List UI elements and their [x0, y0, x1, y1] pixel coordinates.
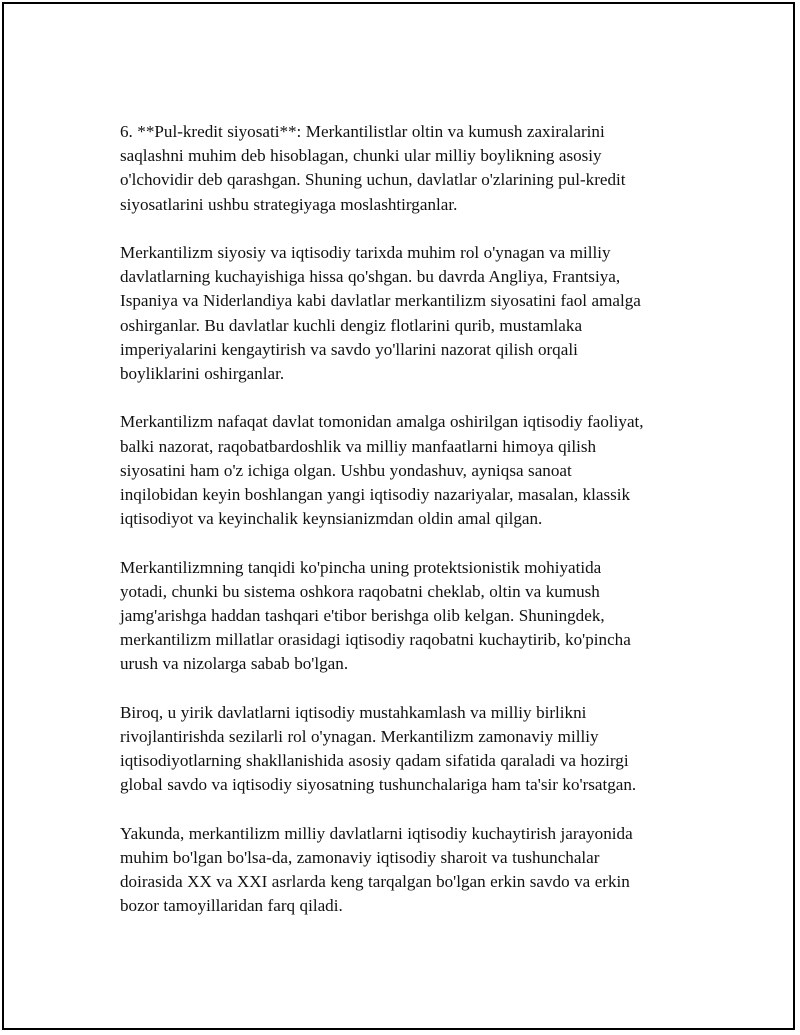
- document-body: [120, 120, 710, 943]
- paragraph-yakunda: Yakunda, merkantilizm milliy davlatlarni iqtisodiy kuchaytirish jarayonida muhim bo'lgan bo'lsa-da, zamonaviy iqtisodiy sharoit va tushunchalar doirasida XX va XXI asrlarda keng tarqalgan bo'lgan erkin savdo va erkin bozor tamoyillaridan farq qiladi.: [120, 823, 633, 916]
- paragraph-merkantilizm-tarix: Merkantilizm siyosiy va iqtisodiy tarixda muhim rol o'ynagan va milliy davlatlarning kuchayishiga hissa qo'shgan. bu davrda Angliya, Frantsiya, Ispaniya va Niderlandiya kabi davlatlar merkantilizm siyosatini faol amalga oshirganlar. Bu davlatlar kuchli dengiz flotlarini qurib, mustamlaka imperiyalarini kengaytirish va savdo yo'llarini nazorat qilish orqali boyliklarini oshirganlar.: [120, 243, 641, 384]
- paragraph-pul-kredit-siyosati: 6. **Pul-kredit siyosati**: Merkantilistlar oltin va kumush zaxiralarini saqlashni muhim deb hisoblagan, chunki ular milliy boylikning asosiy o'lchovidir deb qarashgan. Shuning uchun, davlatlar o'zlarining pul-kredit siyosatlarini ushbu strategiyaga moslashtirganlar.: [120, 122, 626, 214]
- page-border: [2, 2, 795, 1030]
- paragraph-merkantilizm-tanqidi: Merkantilizmning tanqidi ko'pincha uning protektsionistik mohiyatida yotadi, chunki bu sistema oshkora raqobatni cheklab, oltin va kumush jamg'arishga haddan tashqari e'tibor berishga olib kelgan. Shuningdek, merkantilizm millatlar orasidagi iqtisodiy raqobatni kuchaytirib, ko'pincha urush va nizolarga sabab bo'lgan.: [120, 557, 631, 674]
- paragraph-biroq: Biroq, u yirik davlatlarni iqtisodiy mustahkamlash va milliy birlikni rivojlantirishda sezilarli rol o'ynagan. Merkantilizm zamonaviy milliy iqtisodiyotlarning shakllanishida asosiy qadam sifatida qaraladi va hozirgi global savdo va iqtisodiy siyosatning tushunchalariga ham ta'sir ko'rsatgan.: [120, 702, 637, 795]
- paragraph-merkantilizm-faoliyat: Merkantilizm nafaqat davlat tomonidan amalga oshirilgan iqtisodiy faoliyat, balki nazorat, raqobatbardoshlik va milliy manfaatlarni himoya qilish siyosatini ham o'z ichiga olgan. Ushbu yondashuv, ayniqsa sanoat inqilobidan keyin boshlangan yangi iqtisodiy nazariyalar, masalan, klassik iqtisodiyot va keyinchalik keynsianizmdan oldin amal qilgan.: [120, 412, 644, 529]
